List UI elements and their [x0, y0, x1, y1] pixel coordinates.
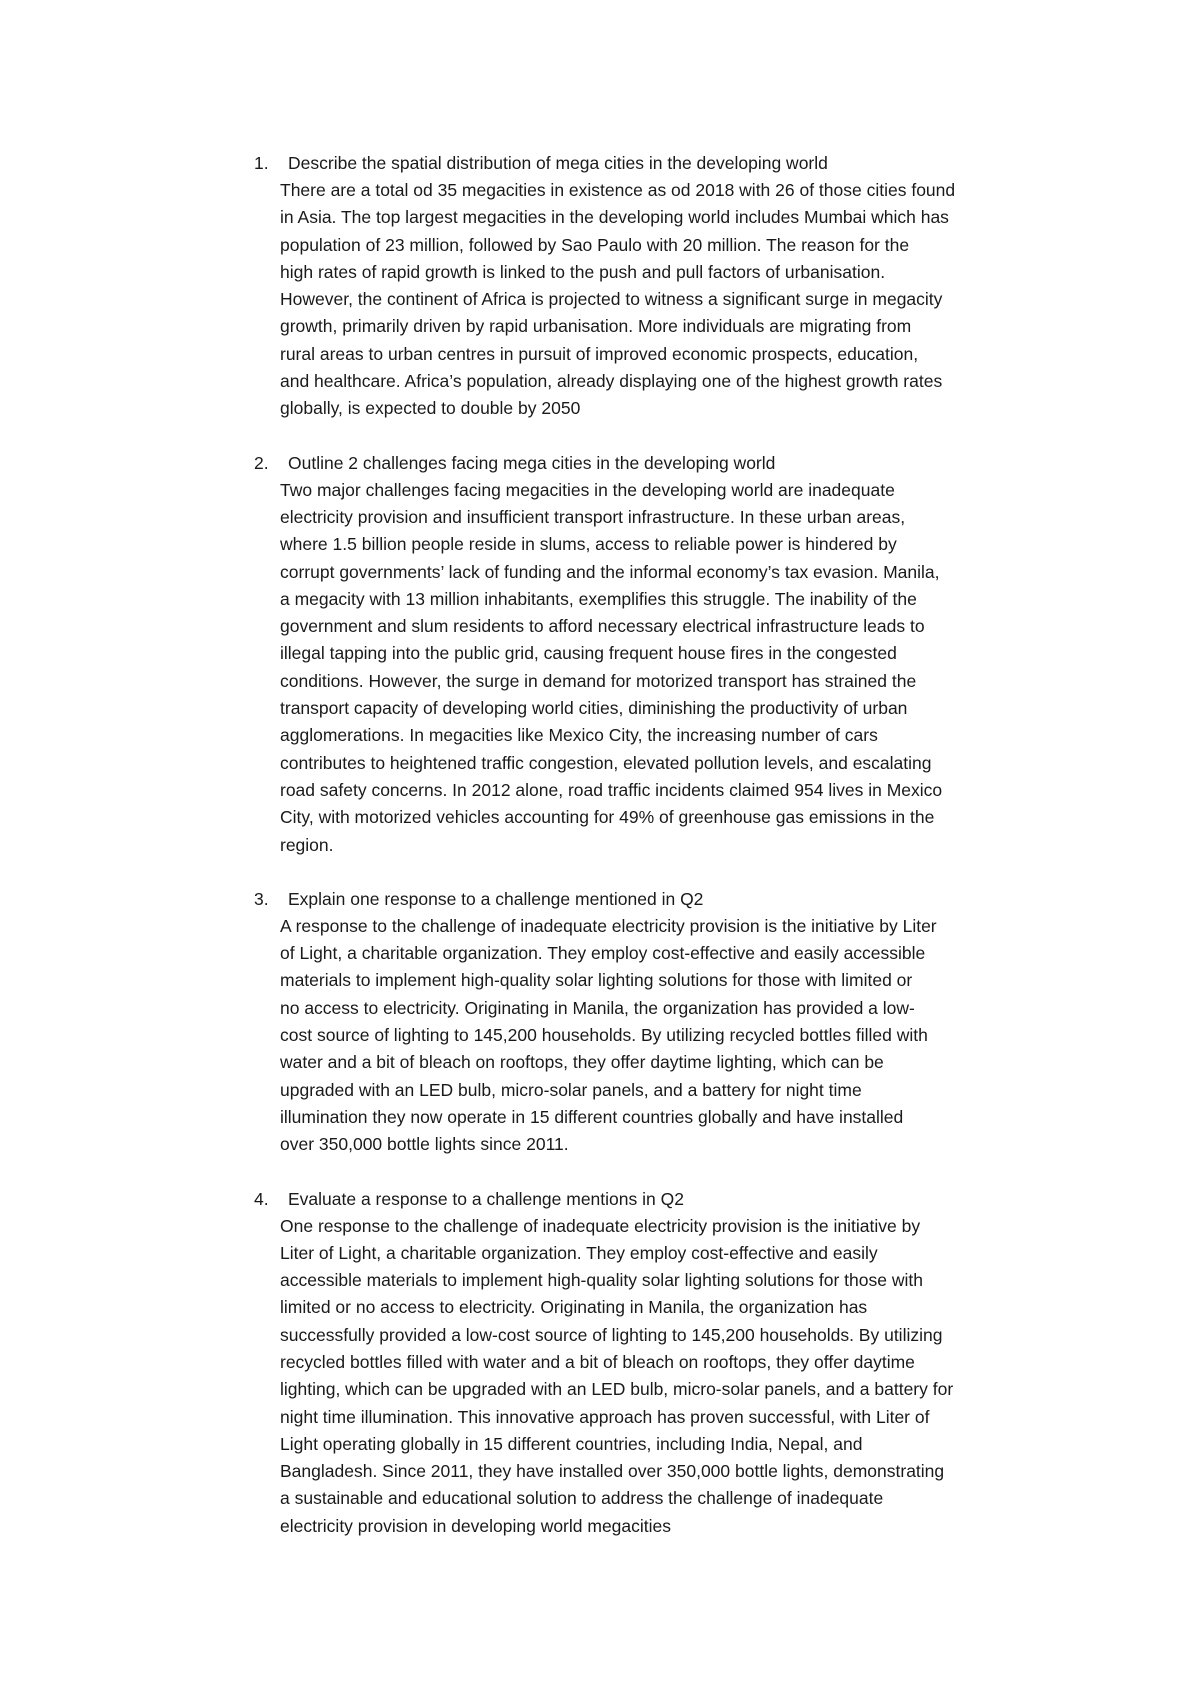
question-number: 2. [254, 452, 269, 473]
answer-line: limited or no access to electricity. Originating in Manila, the organization has [280, 1297, 868, 1318]
question-3 [254, 886, 1084, 1159]
question-1 [254, 150, 1084, 423]
document-body [254, 150, 1084, 1567]
answer-line: road safety concerns. In 2012 alone, road traffic incidents claimed 954 lives in Mexico [280, 779, 943, 800]
answer-line: a sustainable and educational solution to address the challenge of inadequate [280, 1488, 884, 1509]
answer-line: recycled bottles filled with water and a bit of bleach on rooftops, they offer daytime [280, 1351, 915, 1372]
answer-line: over 350,000 bottle lights since 2011. [280, 1134, 569, 1155]
answer-line: corrupt governments’ lack of funding and the informal economy’s tax evasion. Manila, [280, 561, 940, 582]
answer-line: region. [280, 834, 334, 855]
question-number: 1. [254, 153, 269, 173]
question-heading [254, 1186, 1084, 1213]
answer-line: conditions. However, the surge in demand for motorized transport has strained the [280, 670, 917, 691]
answer-line: transport capacity of developing world cities, diminishing the productivity of urban [280, 698, 908, 719]
answer-line: night time illumination. This innovative approach has proven successful, with Liter of [280, 1406, 930, 1427]
question-title: Explain one response to a challenge mentioned in Q2 [288, 888, 704, 909]
answer-line: accessible materials to implement high-quality solar lighting solutions for those with [280, 1270, 923, 1291]
answer-line: growth, primarily driven by rapid urbanisation. More individuals are migrating from [280, 316, 912, 337]
answer-line: Two major challenges facing megacities in the developing world are inadequate [280, 479, 895, 500]
answer-line: However, the continent of Africa is projected to witness a significant surge in megacity [280, 289, 943, 310]
answer-line: in Asia. The top largest megacities in the developing world includes Mumbai which has [280, 207, 949, 228]
answer-line: and healthcare. Africa’s population, already displaying one of the highest growth rates [280, 371, 943, 392]
question-heading [254, 886, 1084, 913]
question-2 [254, 450, 1084, 859]
answer-paragraph [280, 177, 1084, 423]
answer-line: of Light, a charitable organization. They employ cost-effective and easily accessible [280, 943, 926, 964]
answer-line: globally, is expected to double by 2050 [280, 398, 581, 419]
answer-line: government and slum residents to afford necessary electrical infrastructure leads to [280, 616, 925, 637]
question-title: Outline 2 challenges facing mega cities in the developing world [288, 452, 776, 473]
answer-line: water and a bit of bleach on rooftops, they offer daytime lighting, which can be [280, 1052, 884, 1073]
answer-line: electricity provision in developing world megacities [280, 1515, 672, 1536]
answer-line: lighting, which can be upgraded with an LED bulb, micro-solar panels, and a battery for [280, 1379, 954, 1400]
answer-line: high rates of rapid growth is linked to the push and pull factors of urbanisation. [280, 261, 886, 282]
answer-line: upgraded with an LED bulb, micro-solar panels, and a battery for night time [280, 1079, 862, 1100]
answer-line: where 1.5 billion people reside in slums, access to reliable power is hindered by [280, 534, 897, 555]
answer-line: Light operating globally in 15 different countries, including India, Nepal, and [280, 1433, 863, 1454]
answer-line: a megacity with 13 million inhabitants, exemplifies this struggle. The inability of the [280, 588, 917, 609]
answer-line: materials to implement high-quality solar lighting solutions for those with limited or [280, 970, 913, 991]
answer-line: cost source of lighting to 145,200 households. By utilizing recycled bottles filled with [280, 1025, 928, 1046]
question-title: Describe the spatial distribution of mega cities in the developing world [288, 153, 828, 173]
answer-line: illumination they now operate in 15 different countries globally and have installed [280, 1106, 904, 1127]
question-heading [254, 150, 1084, 177]
answer-line: City, with motorized vehicles accounting for 49% of greenhouse gas emissions in the [280, 807, 935, 828]
answer-line: One response to the challenge of inadequate electricity provision is the initiative by [280, 1215, 921, 1236]
answer-line: electricity provision and insufficient transport infrastructure. In these urban areas, [280, 506, 906, 527]
question-heading [254, 450, 1084, 477]
answer-line: population of 23 million, followed by Sao Paulo with 20 million. The reason for the [280, 234, 910, 255]
answer-line: Bangladesh. Since 2011, they have installed over 350,000 bottle lights, demonstrating [280, 1461, 945, 1482]
answer-line: illegal tapping into the public grid, causing frequent house fires in the congested [280, 643, 897, 664]
question-4 [254, 1186, 1084, 1541]
answer-line: There are a total od 35 megacities in existence as od 2018 with 26 of those cities found [280, 180, 956, 200]
answer-line: Liter of Light, a charitable organization. They employ cost-effective and easily [280, 1242, 878, 1263]
answer-line: rural areas to urban centres in pursuit of improved economic prospects, education, [280, 343, 919, 364]
question-number: 3. [254, 888, 269, 909]
answer-paragraph [280, 913, 1084, 1159]
answer-paragraph [280, 1213, 1084, 1541]
answer-line: successfully provided a low-cost source of lighting to 145,200 households. By utilizing [280, 1324, 943, 1345]
answer-paragraph [280, 477, 1084, 859]
answer-line: A response to the challenge of inadequate electricity provision is the initiative by Liter [280, 915, 937, 936]
answer-line: no access to electricity. Originating in Manila, the organization has provided a low- [280, 997, 915, 1018]
answer-line: agglomerations. In megacities like Mexico City, the increasing number of cars [280, 725, 878, 746]
question-title: Evaluate a response to a challenge mentions in Q2 [288, 1188, 684, 1209]
question-number: 4. [254, 1188, 269, 1209]
answer-line: contributes to heightened traffic congestion, elevated pollution levels, and escalating [280, 752, 932, 773]
